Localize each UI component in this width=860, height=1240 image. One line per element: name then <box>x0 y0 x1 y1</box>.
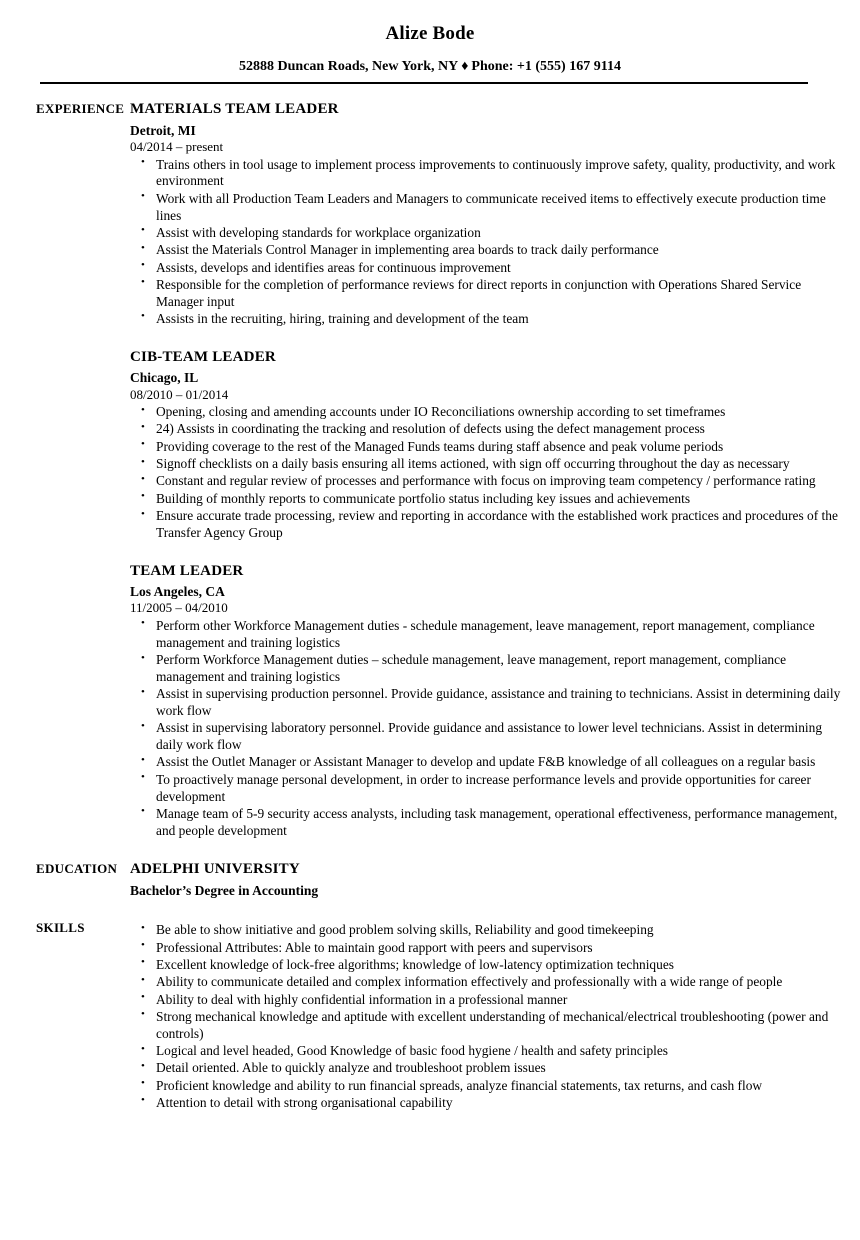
candidate-contact-line <box>0 59 860 74</box>
skill-bullet: • Detail oriented. Able to quickly analyze and troubleshoot problem issues <box>130 1060 844 1077</box>
header-divider <box>40 82 808 84</box>
skill-bullet: • Ability to communicate detailed and complex information effectively and professionally with a wide range of people <box>130 974 844 991</box>
job-bullet: • To proactively manage personal development, in order to increase performance levels and provide opportunities for career development <box>130 772 846 806</box>
job-title: MATERIALS TEAM LEADER <box>130 101 339 118</box>
skill-bullet: • Be able to show initiative and good problem solving skills, Reliability and good timekeeping <box>130 922 844 939</box>
education-entries <box>130 861 860 899</box>
job-bullet: • Assist with developing standards for workplace organization <box>130 225 846 242</box>
job-bullet: • Responsible for the completion of performance reviews for direct reports in conjunction with Operations Shared Service Manager input <box>130 277 846 311</box>
education-section <box>0 861 860 899</box>
skill-bullet: • Proficient knowledge and ability to run financial spreads, analyze financial statements, tax returns, and cash flow <box>130 1078 844 1095</box>
experience-section <box>0 101 860 839</box>
experience-entry <box>130 563 846 840</box>
job-bullet: • Assist the Materials Control Manager in implementing area boards to track daily performance <box>130 242 846 259</box>
job-bullet: • Ensure accurate trade processing, review and reporting in accordance with the established work practices and procedures of the Transfer Agency Group <box>130 508 846 542</box>
job-bullet-list <box>130 618 846 840</box>
candidate-address: 52888 Duncan Roads, New York, NY <box>239 58 459 74</box>
experience-section-label: EXPERIENCE <box>36 101 125 117</box>
job-bullet: • 24) Assists in coordinating the tracking and resolution of defects using the defect management process <box>130 421 846 438</box>
job-location: Los Angeles, CA <box>130 583 225 599</box>
skills-section-label: SKILLS <box>36 920 85 936</box>
job-location: Detroit, MI <box>130 122 196 138</box>
diamond-separator-icon: ♦ <box>461 58 469 74</box>
job-bullet: • Manage team of 5-9 security access analysts, including task management, operational effectiveness, performance management, and people development <box>130 806 846 840</box>
job-bullet: • Assist in supervising laboratory personnel. Provide guidance and assistance to lower level technicians. Assist in determining daily work flow <box>130 720 846 754</box>
resume-header <box>0 0 860 84</box>
skills-section <box>0 920 860 1111</box>
job-dates: 08/2010 – 01/2014 <box>130 386 229 402</box>
skill-bullet: • Excellent knowledge of lock-free algorithms; knowledge of low-latency optimization techniques <box>130 957 844 974</box>
candidate-phone: Phone: +1 (555) 167 9114 <box>471 58 621 74</box>
education-school: ADELPHI UNIVERSITY <box>130 860 300 877</box>
skill-bullet: • Strong mechanical knowledge and aptitude with excellent understanding of mechanical/electrical troubleshooting (power and controls) <box>130 1009 844 1043</box>
skill-bullet: • Ability to deal with highly confidential information in a professional manner <box>130 992 844 1009</box>
job-bullet: • Assist the Outlet Manager or Assistant Manager to develop and update F&B knowledge of all colleagues on a regular basis <box>130 754 846 771</box>
job-bullet: • Trains others in tool usage to implement process improvements to continuously improve safety, quality, productivity, and work environment <box>130 157 846 191</box>
candidate-name: Alize Bode <box>385 23 475 44</box>
job-bullet: • Assists, develops and identifies areas for continuous improvement <box>130 260 846 277</box>
skills-entries <box>130 920 860 1111</box>
job-bullet: • Perform Workforce Management duties – schedule management, leave management, report management, compliance management and training logistics <box>130 652 846 686</box>
experience-entries <box>130 101 860 839</box>
job-location: Chicago, IL <box>130 370 199 386</box>
skill-bullet: • Attention to detail with strong organisational capability <box>130 1095 844 1112</box>
job-bullet: • Building of monthly reports to communicate portfolio status including key issues and achievements <box>130 491 846 508</box>
job-bullet: • Constant and regular review of processes and performance with focus on improving team competency / performance rating <box>130 473 846 490</box>
job-bullet: • Opening, closing and amending accounts under IO Reconciliations ownership according to set timeframes <box>130 404 846 421</box>
job-bullet: • Assists in the recruiting, hiring, training and development of the team <box>130 311 846 328</box>
skill-bullet: • Professional Attributes: Able to maintain good rapport with peers and supervisors <box>130 940 844 957</box>
experience-entry <box>130 349 846 542</box>
skills-bullet-list <box>130 922 844 1111</box>
job-bullet: • Perform other Workforce Management duties - schedule management, leave management, report management, compliance management and training logistics <box>130 618 846 652</box>
job-bullet: • Providing coverage to the rest of the Managed Funds teams during staff absence and peak volume periods <box>130 439 846 456</box>
job-dates: 04/2014 – present <box>130 139 224 155</box>
job-bullet-list <box>130 157 846 328</box>
skill-bullet: • Logical and level headed, Good Knowledge of basic food hygiene / health and safety principles <box>130 1043 844 1060</box>
job-title: CIB-TEAM LEADER <box>130 348 276 365</box>
job-dates: 11/2005 – 04/2010 <box>130 600 228 616</box>
job-bullet: • Work with all Production Team Leaders and Managers to communicate received items to effectively execute production time lines <box>130 191 846 225</box>
education-section-label: EDUCATION <box>36 860 118 876</box>
job-bullet: • Signoff checklists on a daily basis ensuring all items actioned, with sign off occurring throughout the day as necessary <box>130 456 846 473</box>
job-title: TEAM LEADER <box>130 562 244 579</box>
experience-entry <box>130 101 846 327</box>
education-degree: Bachelor’s Degree in Accounting <box>130 882 319 898</box>
job-bullet-list <box>130 404 846 542</box>
education-entry <box>130 861 846 899</box>
job-bullet: • Assist in supervising production personnel. Provide guidance, assistance and training to technicians. Assist in determining daily work flow <box>130 686 846 720</box>
